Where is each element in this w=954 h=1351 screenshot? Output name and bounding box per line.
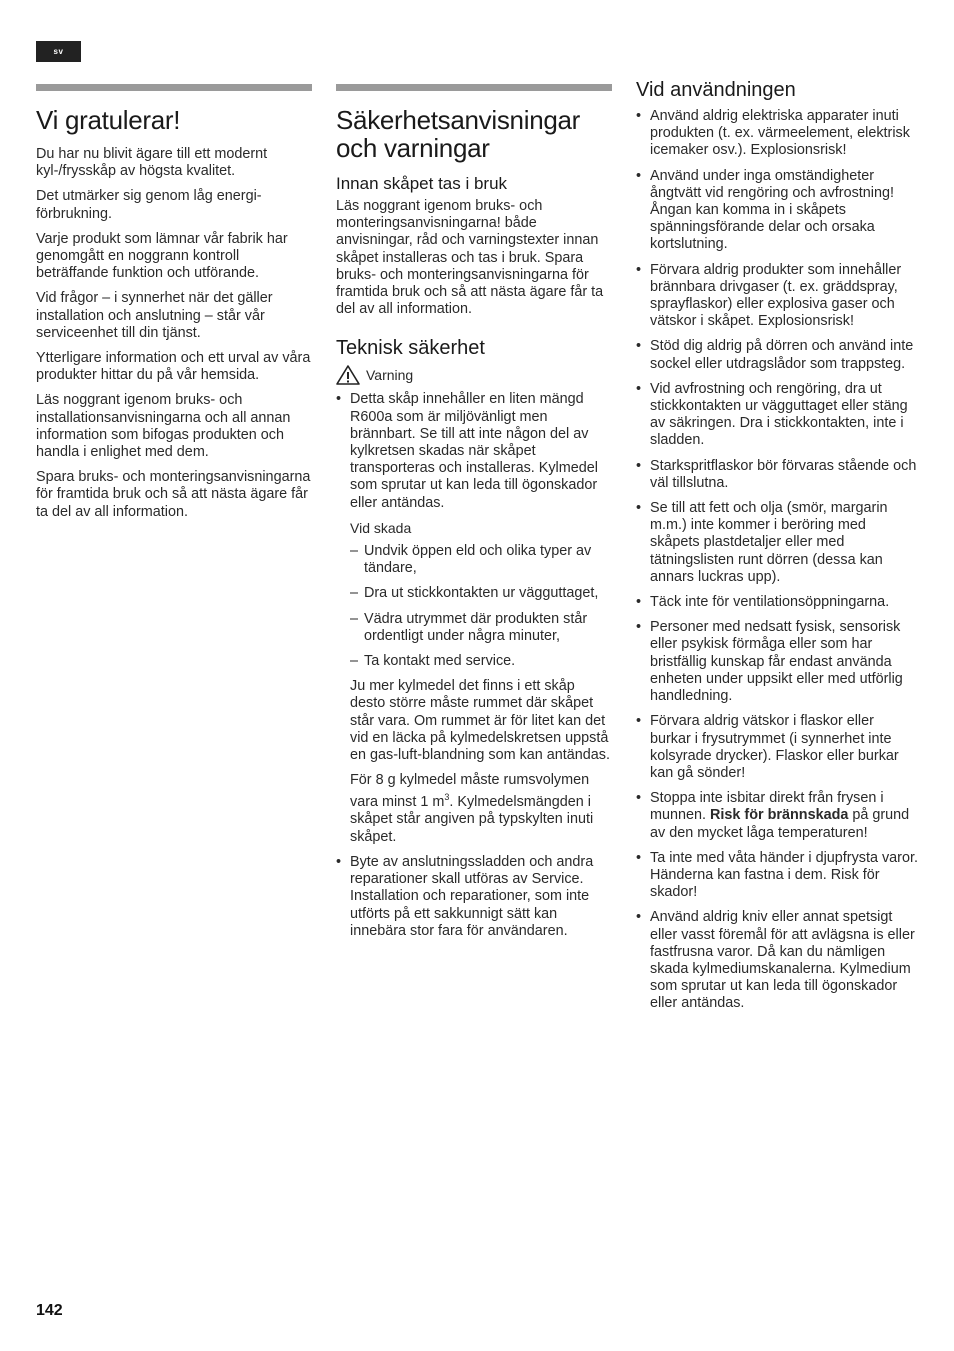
section-divider	[336, 84, 612, 91]
list-item: – Ta kontakt med service.	[350, 653, 612, 670]
list-item: – Dra ut stickkontakten ur vägguttaget,	[350, 585, 612, 602]
column-safety	[336, 84, 612, 948]
warning-label	[336, 365, 612, 385]
list-item: • Starkspritflaskor bör förvaras stående och väl tillslutna.	[636, 458, 918, 492]
list-item: • Ta inte med våta händer i djupfrysta varor. Händerna kan fastna i dem. Risk för skador!	[636, 850, 918, 902]
intro-paragraph: Du har nu blivit ägare till ett modernt kyl-/frysskåp av högsta kvalitet.	[36, 146, 268, 180]
list-item: • Använd under inga omständigheter ångtvätt vid rengöring och avfrostning! Ångan kan komma in i skåpets spänningsförande delar och orsaka kortslutning.	[636, 168, 918, 254]
refrigerant-paragraph: Ju mer kylmedel det finns i ett skåp desto större måste rummet där skåpet står vara. Om rummet är för litet kan det vid en läcka på kylmedelskretsen uppstå en gas-luft-blandning som kan antändas.	[350, 678, 611, 764]
language-badge: sv	[36, 41, 81, 62]
damage-list	[350, 543, 612, 670]
list-item: – Vädra utrymmet där produkten står ordentligt under några minuter,	[350, 611, 612, 645]
technical-safety-heading: Teknisk säkerhet	[336, 337, 485, 360]
list-item-text: • Detta skåp innehåller en liten mängd R600a som är miljövänligt men brännbart. Se till att inte någon del av kylkretsen skadas när skåpet transporteras och installeras. Kylmedel som sprutar ut kan leda till ögonskador eller antändas.	[350, 391, 598, 511]
list-item: • Vid avfrostning och rengöring, dra ut stickkontakten ur vägguttaget eller stäng av säkringen. Dra i stickkontakten, inte i sladden.	[636, 381, 918, 450]
list-item: • Täck inte för ventilationsöppningarna.	[636, 594, 918, 611]
list-item: • Förvara aldrig produkter som innehåller brännbara drivgaser (t. ex. gräddspray, sprayflaskor) eller explosiva gaser och vätskor i skåpet. Explosionsrisk!	[636, 262, 918, 331]
column-usage	[636, 78, 918, 1021]
intro-paragraph: Vid frågor – i synnerhet när det gäller installation och anslutning – står vår serviceenhet till din tjänst.	[36, 290, 273, 341]
room-volume-paragraph: För 8 g kylmedel måste rumsvolymen vara minst 1 $m^3$. Kylmedelsmängden i skåpet står angiven på typskylten inuti skåpet.	[350, 772, 594, 845]
intro-title: Vi gratulerar!	[36, 105, 181, 135]
list-item: • Stöd dig aldrig på dörren och använd inte sockel eller utdragslådor som trappsteg.	[636, 338, 918, 372]
intro-paragraph: Läs noggrant igenom bruks- och installationsanvisningarna och all annan information som bifogas produkten och handla i enlighet med dem.	[36, 392, 291, 461]
intro-paragraph: Spara bruks- och monteringsanvisningarna för framtida bruk och så att nästa ägare får ta del av all information.	[36, 469, 311, 520]
usage-heading: Vid användningen	[636, 79, 796, 101]
safety-title: Säkerhetsanvisningar och varningar	[336, 105, 581, 163]
list-item: • Byte av anslutningssladden och andra reparationer skall utföras av Service. Installation och reparationer, som inte utförts på ett sakkunnigt sätt kan innebära stor fara för användaren.	[336, 854, 612, 940]
damage-heading: Vid skada	[350, 519, 412, 536]
before-use-text: Läs noggrant igenom bruks- och monteringsanvisningarna! både anvisningar, råd och varningstexter innan skåpet installeras och tas i bruk. Spara bruks- och monteringsanvisningarna för framtida bruk och så att nästa ägare får ta del av all information.	[336, 198, 604, 318]
intro-paragraph: Ytterligare information och ett urval av våra produkter hittar du på vår hemsida.	[36, 350, 311, 384]
technical-safety-list	[336, 391, 612, 939]
intro-paragraph: Varje produkt som lämnar vår fabrik har genomgått en noggrann kontroll beträffande funktion och utförande.	[36, 230, 288, 282]
list-item: • Förvara aldrig vätskor i flaskor eller burkar i frysutrymmet (i synnerhet inte kolsyrade drycker). Flaskor eller burkar kan gå sönder!	[636, 713, 918, 782]
list-item: • Använd aldrig kniv eller annat spetsigt eller vasst föremål för att avlägsna is eller fastfrusna varor. Då kan du nämligen skada kylmediumskanalerna. Kylmedium som sprutar ut kan leda till ögonskador eller antändas.	[636, 909, 918, 1012]
column-intro	[36, 84, 312, 529]
section-divider	[36, 84, 312, 91]
warning-text: Varning	[366, 366, 414, 383]
before-use-heading: Innan skåpet tas i bruk	[336, 174, 508, 193]
intro-paragraph: Det utmärker sig genom låg energi-förbrukning.	[36, 188, 262, 222]
list-item: • Stoppa inte isbitar direkt från frysen i munnen. Risk för brännskada på grund av den mycket låga temperaturen!	[636, 790, 918, 842]
list-item: • Se till att fett och olja (smör, margarin m.m.) inte kommer i beröring med skåpets plastdetaljer eller med tätningslisten runt dörren (dessa kan annars luckras upp).	[636, 500, 918, 586]
page-number: 142	[36, 1302, 63, 1319]
list-item: – Undvik öppen eld och olika typer av tändare,	[350, 543, 612, 577]
list-item: • Personer med nedsatt fysisk, sensorisk eller psykisk förmåga eller som har bristfällig kunskap får endast använda enheten under uppsikt eller med utförlig handledning.	[636, 619, 918, 705]
warning-triangle-icon	[336, 365, 360, 385]
usage-list	[636, 108, 918, 1013]
list-item	[336, 391, 612, 845]
list-item: • Använd aldrig elektriska apparater inuti produkten (t. ex. värmeelement, elektrisk icemaker osv.). Explosionsrisk!	[636, 108, 918, 160]
